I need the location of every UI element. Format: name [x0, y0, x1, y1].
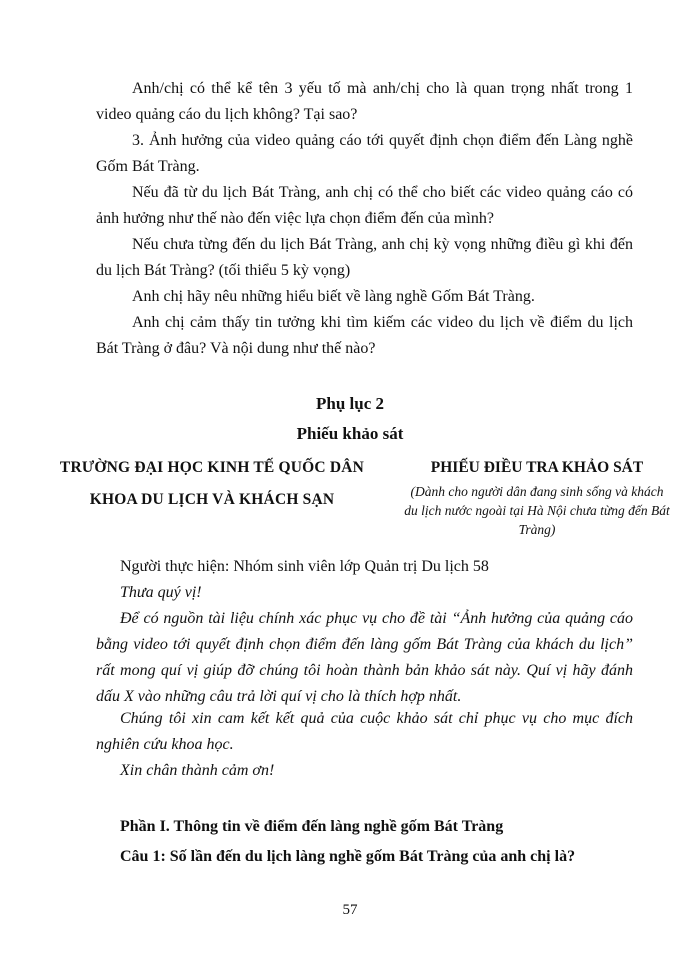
appendix-title: Phụ lục 2	[315, 394, 385, 413]
greeting-line: Thưa quý vị!	[120, 584, 202, 601]
performer-line: Người thực hiện: Nhóm sinh viên lớp Quản trị Du lịch 58	[120, 558, 489, 575]
question-paragraph-3: Nếu đã từ du lịch Bát Tràng, anh chị có thể cho biết các video quảng cáo có ảnh hưởng như thế nào đến việc lựa chọn điểm đến của mình?	[96, 184, 633, 227]
question-paragraph-2: 3. Ảnh hưởng của video quảng cáo tới quyết định chọn điểm đến Làng nghề Gốm Bát Tràng.	[96, 132, 633, 175]
question-1-heading: Câu 1: Số lần đến du lịch làng nghề gốm Bát Tràng của anh chị là?	[120, 848, 576, 865]
question-paragraph-5: Anh chị hãy nêu những hiểu biết về làng nghề Gốm Bát Tràng.	[132, 288, 535, 305]
survey-target-note: (Dành cho người dân đang sinh sống và khách du lịch nước ngoài tại Hà Nội chưa từng đến Bát Tràng)	[404, 484, 670, 537]
part-heading: Phần I. Thông tin về điểm đến làng nghề gốm Bát Tràng	[120, 818, 504, 835]
question-paragraph-6: Anh chị cảm thấy tin tưởng khi tìm kiếm các video du lịch về điểm du lịch Bát Tràng ở đâu? Và nội dung như thế nào?	[96, 314, 633, 357]
university-name: TRƯỜNG ĐẠI HỌC KINH TẾ QUỐC DÂN	[59, 459, 365, 476]
commitment-paragraph: Chúng tôi xin cam kết kết quả của cuộc khảo sát chỉ phục vụ cho mục đích nghiên cứu khoa học.	[96, 710, 633, 753]
page-number: 57	[342, 902, 358, 918]
question-paragraph-4: Nếu chưa từng đến du lịch Bát Tràng, anh chị kỳ vọng những điều gì khi đến du lịch Bát Tràng? (tối thiểu 5 kỳ vọng)	[96, 236, 633, 279]
appendix-subtitle: Phiếu khảo sát	[296, 424, 404, 443]
survey-header	[402, 454, 672, 539]
intro-paragraph: Để có nguồn tài liệu chính xác phục vụ cho đề tài “Ảnh hưởng của quảng cáo bằng video tới quyết định chọn điểm đến làng gốm Bát Tràng của khách du lịch” rất mong quí vị giúp đỡ chúng tôi hoàn thành bản khảo sát này. Quí vị hãy đánh dấu X vào những câu trả lời quí vị cho là thích hợp nhất.	[96, 610, 633, 705]
institution-header	[52, 452, 372, 516]
thanks-line: Xin chân thành cảm ơn!	[120, 762, 275, 779]
question-paragraph-1: Anh/chị có thể kể tên 3 yếu tố mà anh/chị cho là quan trọng nhất trong 1 video quảng cáo du lịch không? Tại sao?	[96, 80, 633, 123]
faculty-name: KHOA DU LỊCH VÀ KHÁCH SẠN	[89, 491, 335, 508]
survey-title: PHIẾU ĐIỀU TRA KHẢO SÁT	[430, 459, 644, 476]
